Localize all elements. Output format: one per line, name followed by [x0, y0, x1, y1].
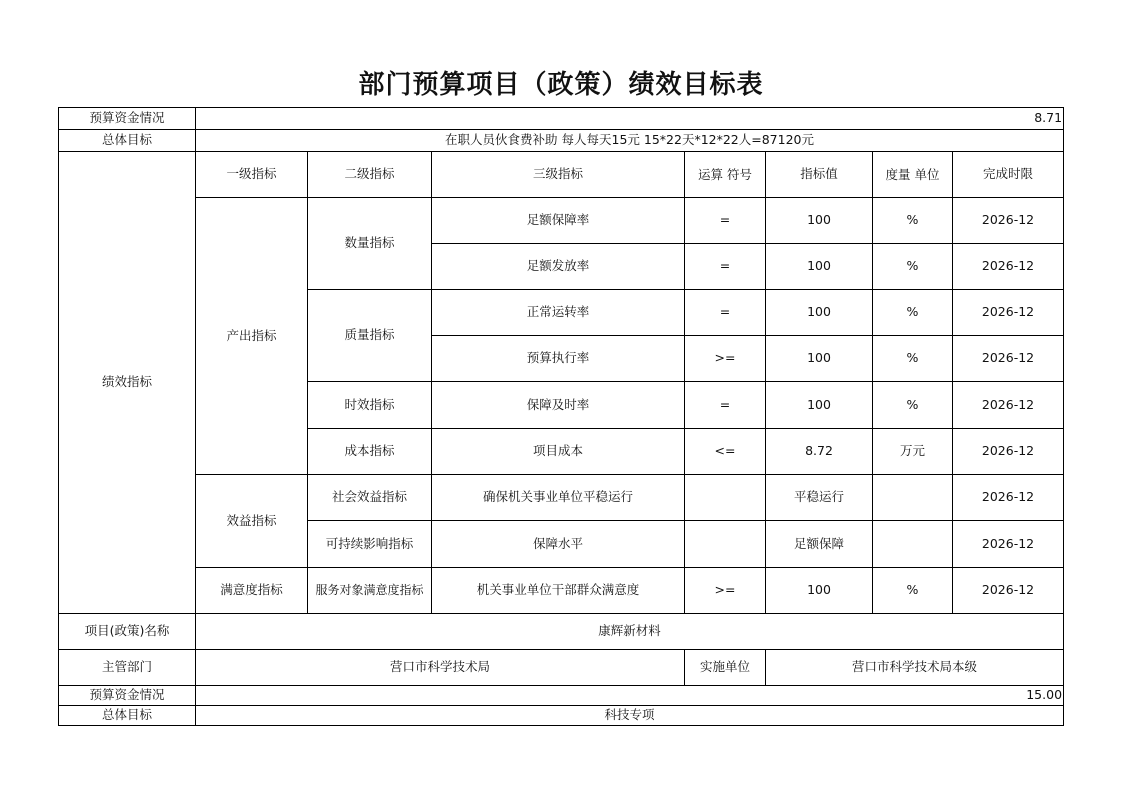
dept-label: 主管部门: [59, 650, 196, 686]
indicator-op: [685, 475, 766, 521]
page-title: 部门预算项目（政策）绩效目标表: [358, 70, 764, 100]
indicator-name: 保障及时率: [432, 382, 685, 429]
indicator-deadline: 2026-12: [953, 382, 1064, 429]
header-level3: 三级指标: [432, 152, 685, 198]
header-level1: 一级指标: [196, 152, 308, 198]
indicator-value: 100: [766, 198, 873, 244]
dept-value: 营口市科学技术局: [196, 650, 685, 686]
table-row: [59, 568, 1064, 614]
indicator-value: 8.72: [766, 429, 873, 475]
indicator-deadline: 2026-12: [953, 198, 1064, 244]
subgroup-sustainable: 可持续影响指标: [308, 521, 432, 568]
subgroup-social: 社会效益指标: [308, 475, 432, 521]
indicator-op: =: [685, 290, 766, 336]
indicator-name: 机关事业单位干部群众满意度: [432, 568, 685, 614]
indicator-deadline: 2026-12: [953, 290, 1064, 336]
indicator-unit: %: [873, 382, 953, 429]
indicator-deadline: 2026-12: [953, 429, 1064, 475]
indicator-value: 100: [766, 336, 873, 382]
subgroup-cost: 成本指标: [308, 429, 432, 475]
indicator-deadline: 2026-12: [953, 336, 1064, 382]
indicator-op: [685, 521, 766, 568]
indicator-name: 预算执行率: [432, 336, 685, 382]
indicator-name: 足额保障率: [432, 198, 685, 244]
indicator-op: >=: [685, 336, 766, 382]
table-row: [59, 198, 1064, 244]
indicator-value: 100: [766, 290, 873, 336]
indicator-value: 100: [766, 568, 873, 614]
budget-value-2: 15.00: [196, 686, 1064, 706]
header-unit: 度量 单位: [873, 152, 953, 198]
performance-table: [58, 107, 1064, 726]
indicator-name: 正常运转率: [432, 290, 685, 336]
indicator-unit: [873, 475, 953, 521]
indicator-name: 保障水平: [432, 521, 685, 568]
goal-value: 在职人员伙食费补助 每人每天15元 15*22天*12*22人=87120元: [196, 130, 1064, 152]
indicator-name: 确保机关事业单位平稳运行: [432, 475, 685, 521]
budget-value: 8.71: [196, 108, 1064, 130]
perf-indicator-label: 绩效指标: [59, 152, 196, 614]
indicator-unit: [873, 521, 953, 568]
indicator-value: 100: [766, 382, 873, 429]
indicator-op: =: [685, 198, 766, 244]
indicator-name: 足额发放率: [432, 244, 685, 290]
indicator-op: =: [685, 244, 766, 290]
project-name-label: 项目(政策)名称: [59, 614, 196, 650]
project-name-value: 康辉新材料: [196, 614, 1064, 650]
table-row: [59, 475, 1064, 521]
header-level2: 二级指标: [308, 152, 432, 198]
group-satisfaction: 满意度指标: [196, 568, 308, 614]
group-benefit: 效益指标: [196, 475, 308, 568]
subgroup-quantity: 数量指标: [308, 198, 432, 290]
subgroup-timeliness: 时效指标: [308, 382, 432, 429]
indicator-value: 足额保障: [766, 521, 873, 568]
indicator-unit: %: [873, 198, 953, 244]
goal-label: 总体目标: [59, 130, 196, 152]
header-value: 指标值: [766, 152, 873, 198]
indicator-unit: %: [873, 244, 953, 290]
indicator-op: =: [685, 382, 766, 429]
indicator-unit: %: [873, 290, 953, 336]
impl-unit-value: 营口市科学技术局本级: [766, 650, 1064, 686]
goal-value-2: 科技专项: [196, 706, 1064, 726]
indicator-name: 项目成本: [432, 429, 685, 475]
group-output: 产出指标: [196, 198, 308, 475]
goal-label-2: 总体目标: [59, 706, 196, 726]
indicator-deadline: 2026-12: [953, 475, 1064, 521]
impl-unit-label: 实施单位: [685, 650, 766, 686]
indicator-op: <=: [685, 429, 766, 475]
indicator-deadline: 2026-12: [953, 521, 1064, 568]
indicator-unit: 万元: [873, 429, 953, 475]
budget-label-2: 预算资金情况: [59, 686, 196, 706]
indicator-unit: %: [873, 568, 953, 614]
indicator-value: 100: [766, 244, 873, 290]
indicator-unit: %: [873, 336, 953, 382]
indicator-value: 平稳运行: [766, 475, 873, 521]
subgroup-service: 服务对象满意度指标: [308, 568, 432, 614]
indicator-op: >=: [685, 568, 766, 614]
subgroup-quality: 质量指标: [308, 290, 432, 382]
header-op: 运算 符号: [685, 152, 766, 198]
indicator-deadline: 2026-12: [953, 244, 1064, 290]
header-deadline: 完成时限: [953, 152, 1064, 198]
budget-label: 预算资金情况: [59, 108, 196, 130]
indicator-deadline: 2026-12: [953, 568, 1064, 614]
